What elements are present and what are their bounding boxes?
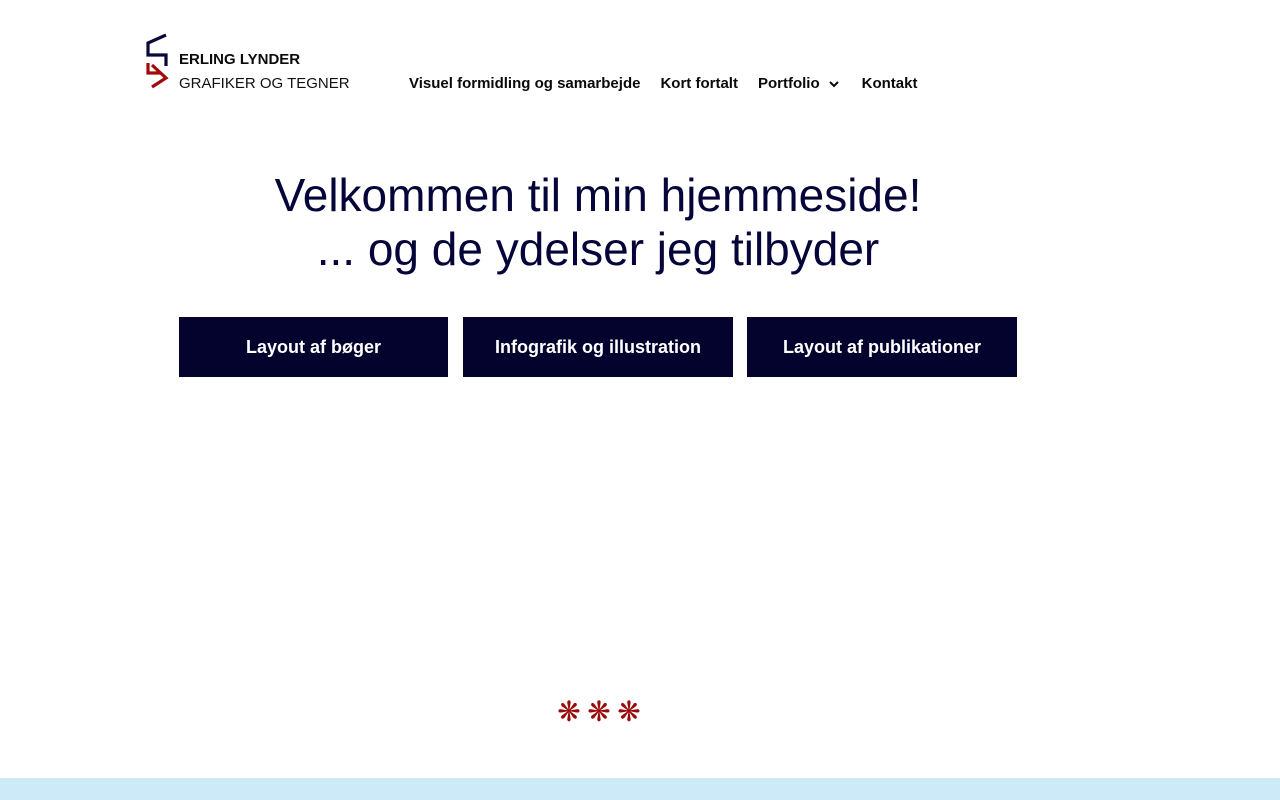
layout-books-button[interactable]: Layout af bøger [179, 317, 448, 377]
nav-item-portfolio[interactable] [758, 75, 840, 92]
layout-publications-button[interactable]: Layout af publikationer [747, 317, 1017, 377]
infographics-button[interactable]: Infografik og illustration [463, 317, 733, 377]
footer-band [0, 778, 1280, 800]
hero-line-1: Velkommen til min hjemmeside! [274, 169, 922, 221]
brand[interactable] [179, 48, 350, 96]
asterisk-flower-icon: ❋ [617, 696, 641, 727]
hero-line-2: ... og de ydelser jeg tilbyder [316, 223, 880, 275]
asterisk-flower-icon: ❋ [587, 696, 611, 727]
nav-item-label: Kort fortalt [660, 74, 738, 92]
brand-tagline: GRAFIKER OG TEGNER [179, 75, 350, 92]
nav-item-kort-fortalt[interactable] [660, 75, 738, 92]
nav-item-visuel-formidling[interactable] [409, 75, 640, 92]
section-divider-ornament [555, 696, 643, 728]
brand-name: ERLING LYNDER [179, 51, 301, 68]
asterisk-flower-icon: ❋ [557, 696, 581, 727]
page-title [170, 168, 1026, 276]
chevron-down-icon [828, 77, 840, 89]
main-nav [409, 72, 937, 94]
nav-item-label: Visuel formidling og samarbejde [409, 74, 641, 92]
nav-item-kontakt[interactable] [862, 75, 918, 92]
nav-item-label: Portfolio [757, 74, 820, 92]
site-logo-icon[interactable] [144, 33, 170, 91]
nav-item-label: Kontakt [861, 74, 918, 92]
